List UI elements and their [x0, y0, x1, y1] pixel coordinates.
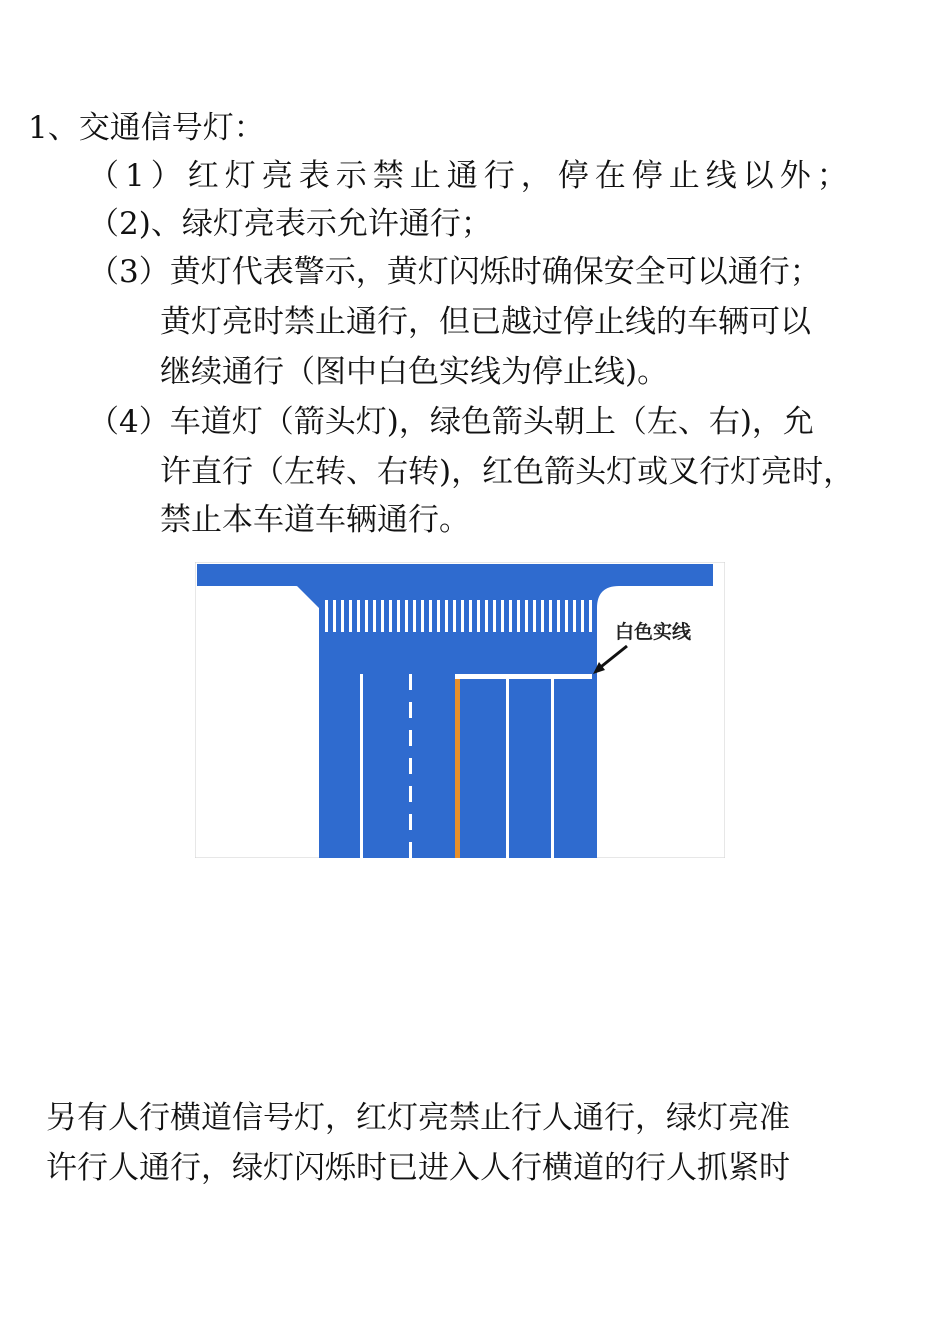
dash-segment — [409, 786, 412, 802]
rule-item-4-line-2: 许直行（左转、右转)，红色箭头灯或叉行灯亮时， — [160, 454, 855, 490]
lane-line-solid-left — [360, 674, 363, 858]
crosswalk-stripe — [469, 600, 472, 632]
stop-line — [455, 674, 592, 679]
crosswalk-stripe — [437, 600, 440, 632]
crosswalk-stripe — [333, 600, 336, 632]
crosswalk-stripe — [549, 600, 552, 632]
crosswalk-stripe — [565, 600, 568, 632]
crosswalk-stripe — [373, 600, 376, 632]
intersection-diagram-svg — [195, 562, 725, 858]
crosswalk-stripe — [525, 600, 528, 632]
crosswalk-stripe — [421, 600, 424, 632]
crosswalk-stripe — [501, 600, 504, 632]
crosswalk-stripe — [557, 600, 560, 632]
center-line — [455, 677, 460, 858]
stop-line-label: 白色实线 — [615, 621, 692, 643]
lane-line-right-2 — [551, 677, 554, 858]
dash-segment — [409, 674, 412, 690]
crosswalk-stripe — [477, 600, 480, 632]
rule-item-3-line-2: 黄灯亮时禁止通行，但已越过停止线的车辆可以 — [160, 304, 811, 340]
crosswalk-stripe — [381, 600, 384, 632]
rule-item-1: （1）红灯亮表示禁止通行，停在停止线以外； — [88, 158, 854, 194]
crosswalk-stripe — [533, 600, 536, 632]
rule-item-3-line-1: （3）黄灯代表警示，黄灯闪烁时确保安全可以通行； — [88, 254, 821, 290]
crosswalk-stripe — [349, 600, 352, 632]
crosswalk-stripe — [461, 600, 464, 632]
rule-item-2: （2)、绿灯亮表示允许通行； — [88, 206, 492, 242]
rule-item-3-line-3: 继续通行（图中白色实线为停止线)。 — [160, 354, 669, 390]
crosswalk-stripe — [445, 600, 448, 632]
crosswalk-stripe — [341, 600, 344, 632]
crosswalk-stripe — [405, 600, 408, 632]
crosswalk-stripe — [325, 600, 328, 632]
crosswalk-stripe — [397, 600, 400, 632]
stop-line-diagram — [195, 562, 725, 858]
crosswalk-stripe — [589, 600, 592, 632]
rule-item-4-line-3: 禁止本车道车辆通行。 — [160, 502, 470, 538]
dash-segment — [409, 842, 412, 858]
crosswalk-stripe — [365, 600, 368, 632]
footer-line-1: 另有人行横道信号灯，红灯亮禁止行人通行，绿灯亮准 — [46, 1100, 790, 1136]
crosswalk-stripe — [509, 600, 512, 632]
dash-segment — [409, 702, 412, 718]
crosswalk-stripe — [517, 600, 520, 632]
crosswalk-stripe — [573, 600, 576, 632]
cross-road — [197, 564, 713, 586]
rule-item-4-line-1: （4）车道灯（箭头灯)，绿色箭头朝上（左、右)，允 — [88, 404, 814, 440]
crosswalk-stripe — [413, 600, 416, 632]
crosswalk-stripe — [429, 600, 432, 632]
crosswalk-stripe — [581, 600, 584, 632]
section-heading: 1、交通信号灯： — [28, 110, 265, 146]
dash-segment — [409, 814, 412, 830]
dash-segment — [409, 758, 412, 774]
crosswalk-stripe — [357, 600, 360, 632]
crosswalk-stripe — [389, 600, 392, 632]
crosswalk-stripe — [485, 600, 488, 632]
crosswalk-stripe — [541, 600, 544, 632]
lane-line-right-1 — [506, 677, 509, 858]
crosswalk-stripe — [453, 600, 456, 632]
footer-line-2: 许行人通行，绿灯闪烁时已进入人行横道的行人抓紧时 — [46, 1150, 790, 1186]
crosswalk-stripe — [493, 600, 496, 632]
dash-segment — [409, 730, 412, 746]
